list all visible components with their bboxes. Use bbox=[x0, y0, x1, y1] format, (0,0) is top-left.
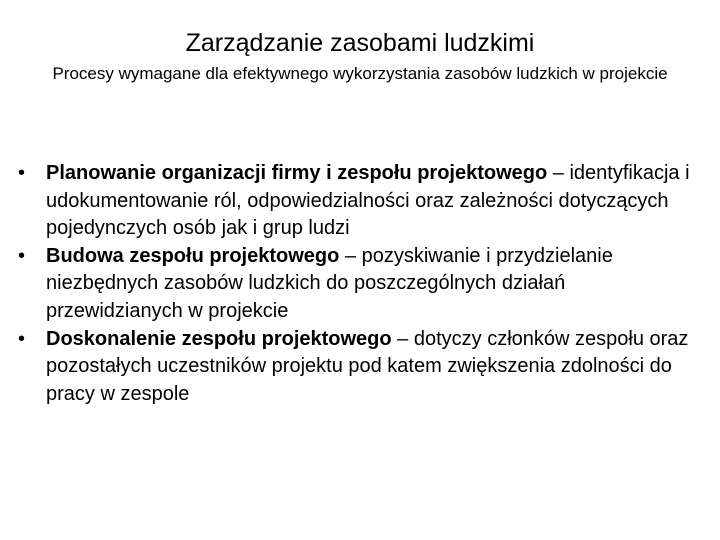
bullet-text: – identyfikacja i udokumentowanie ról, odpowiedzialności oraz zależności dotyczących pojedynczych osób jak i grup ludzi bbox=[46, 162, 690, 240]
bullet-text: – pozyskiwanie i przydzielanie niezbędnych zasobów ludzkich do poszczególnych działań przewidzianych w projekcie bbox=[46, 244, 613, 322]
bullet-text: – dotyczy członków zespołu oraz pozostałych uczestników projektu pod katem zwiększenia zdolności do pracy w zespole bbox=[46, 327, 689, 405]
bullet-marker: • bbox=[18, 327, 26, 350]
bullet-term: Planowanie organizacji firmy i zespołu projektowego bbox=[46, 162, 548, 184]
bullet-marker: • bbox=[18, 244, 26, 267]
slide-title: Zarządzanie zasobami ludzkimi bbox=[185, 29, 535, 57]
slide-subtitle: Procesy wymagane dla efektywnego wykorzystania zasobów ludzkich w projekcie bbox=[52, 64, 668, 83]
bullet-list bbox=[0, 160, 720, 408]
bullet-item bbox=[0, 326, 720, 409]
bullet-item bbox=[0, 160, 720, 243]
bullet-marker: • bbox=[18, 162, 26, 184]
bullet-item bbox=[0, 243, 720, 326]
bullet-term: Budowa zespołu projektowego bbox=[46, 244, 340, 267]
bullet-term: Doskonalenie zespołu projektowego bbox=[46, 327, 392, 350]
